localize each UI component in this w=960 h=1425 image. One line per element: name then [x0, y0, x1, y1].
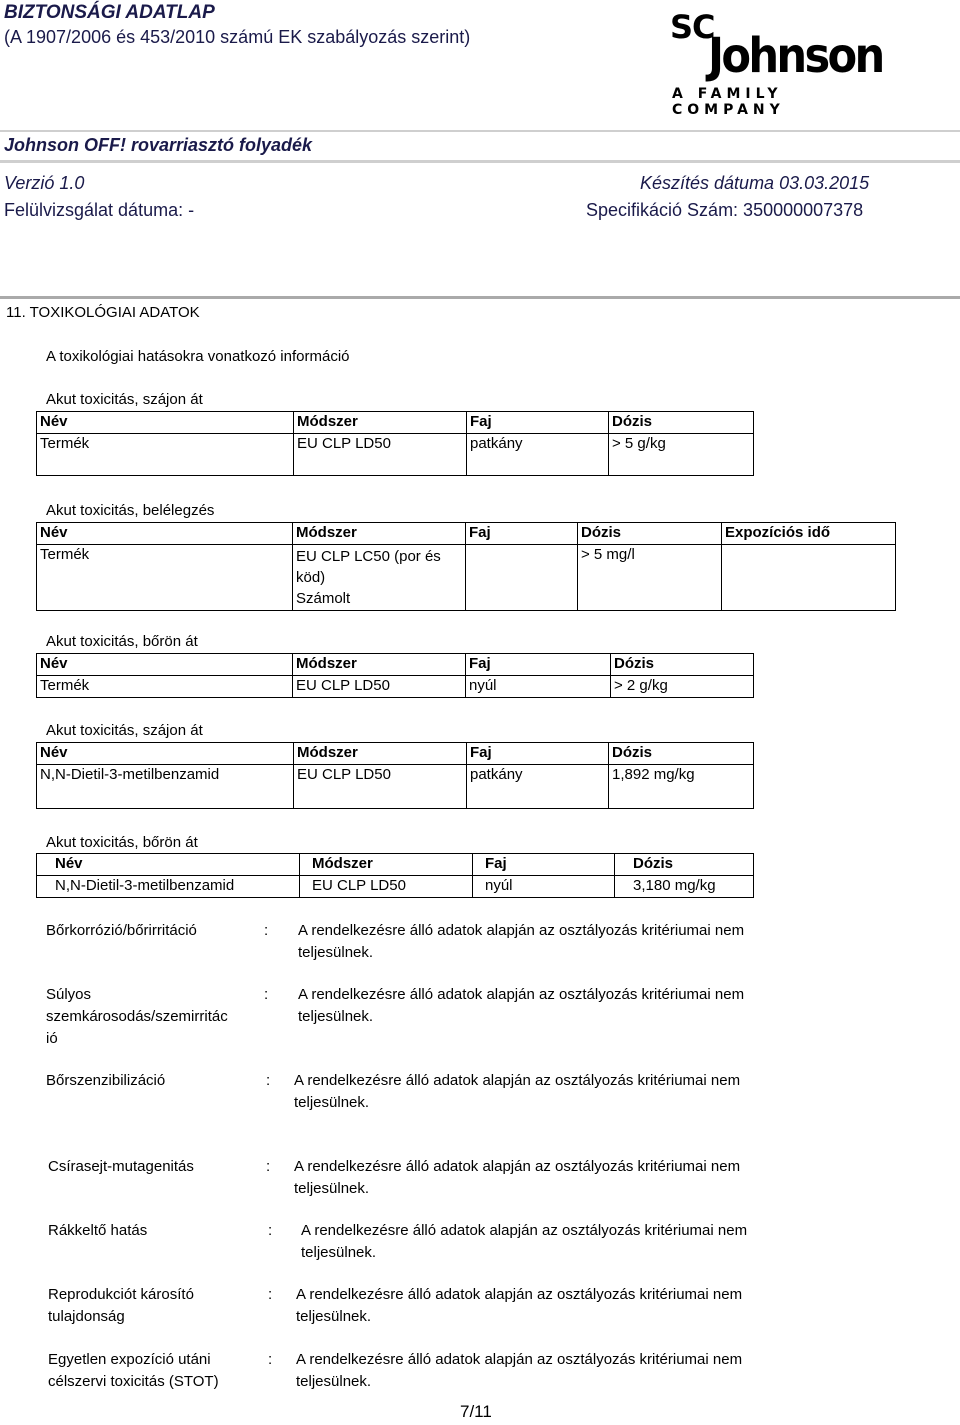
table-header: Név — [37, 523, 293, 545]
table-header: Név — [37, 654, 293, 676]
header-divider — [0, 130, 960, 132]
table-header: Faj — [467, 743, 609, 765]
table-header: Dózis — [578, 523, 722, 545]
property-colon: : — [264, 986, 269, 1003]
table-cell — [293, 545, 466, 611]
table-header: Faj — [467, 412, 609, 434]
property-value: A rendelkezésre álló adatok alapján az osztályozás kritériumai nem teljesülnek. — [296, 1351, 743, 1390]
table-cell: > 5 g/kg — [609, 434, 754, 476]
table-header: Név — [37, 854, 300, 876]
property-value: A rendelkezésre álló adatok alapján az osztályozás kritériumai nem teljesülnek. — [298, 986, 745, 1025]
creation-date: Készítés dátuma 03.03.2015 — [640, 173, 870, 193]
table-header: Módszer — [293, 523, 466, 545]
document-title: BIZTONSÁGI ADATLAP — [4, 2, 215, 23]
sc-johnson-logo: SC Johnson A FAMILY COMPANY — [670, 8, 883, 118]
property-value: A rendelkezésre álló adatok alapján az osztályozás kritériumai nem teljesülnek. — [296, 1286, 743, 1325]
page-number: 7/11 — [460, 1402, 492, 1421]
table-row — [37, 545, 896, 611]
version: Verzió 1.0 — [4, 173, 85, 193]
table-header: Faj — [466, 654, 611, 676]
property-label: Bőrkorrózió/bőrirritáció — [46, 922, 197, 939]
table-cell: Termék — [37, 545, 293, 611]
toxicity-table — [36, 853, 754, 898]
table-header: Módszer — [300, 854, 473, 876]
property-label: Súlyos szemkárosodás/szemirritác ió — [46, 986, 228, 1047]
property-label: Reprodukciót károsító tulajdonság — [48, 1286, 194, 1325]
table-header: Dózis — [615, 854, 754, 876]
toxicity-table — [36, 653, 754, 698]
table-cell: Termék — [37, 676, 293, 698]
section-title: 11. TOXIKOLÓGIAI ADATOK — [6, 304, 200, 321]
table-cell: EU CLP LD50 — [300, 876, 473, 898]
review-date: Felülvizsgálat dátuma: - — [4, 200, 195, 220]
table-title: Akut toxicitás, belélegzés — [46, 502, 215, 519]
table-cell: EU CLP LD50 — [293, 676, 466, 698]
table-header: Dózis — [609, 743, 754, 765]
table-cell: 1,892 mg/kg — [609, 765, 754, 809]
table-cell: N,N-Dietil-3-metilbenzamid — [37, 765, 294, 809]
table-row — [37, 876, 754, 898]
table-row — [37, 434, 754, 476]
table-header: Név — [37, 412, 294, 434]
property-value: A rendelkezésre álló adatok alapján az osztályozás kritériumai nem teljesülnek. — [294, 1158, 741, 1197]
table-cell: EU CLP LD50 — [294, 765, 467, 809]
table-title: Akut toxicitás, bőrön át — [46, 633, 198, 650]
property-colon: : — [268, 1222, 273, 1239]
property-colon: : — [266, 1158, 271, 1175]
method-line: Számolt — [296, 590, 351, 607]
table-header: Expozíciós idő — [722, 523, 896, 545]
header-divider — [0, 160, 960, 163]
property-label: Bőrszenzibilizáció — [46, 1072, 166, 1089]
table-header: Módszer — [293, 654, 466, 676]
property-label: Csírasejt-mutagenitás — [48, 1158, 194, 1175]
table-cell: N,N-Dietil-3-metilbenzamid — [37, 876, 300, 898]
table-cell: > 5 mg/l — [578, 545, 722, 611]
table-title: Akut toxicitás, bőrön át — [46, 834, 198, 851]
toxicity-table — [36, 522, 896, 611]
section-intro: A toxikológiai hatásokra vonatkozó információ — [46, 348, 350, 365]
table-header: Módszer — [294, 743, 467, 765]
table-header: Faj — [473, 854, 615, 876]
table-header: Faj — [466, 523, 578, 545]
product-name: Johnson OFF! rovarriasztó folyadék — [4, 135, 313, 155]
property-label: Egyetlen expozíció utáni célszervi toxicitás (STOT) — [48, 1351, 219, 1390]
table-row — [37, 676, 754, 698]
table-cell: > 2 g/kg — [611, 676, 754, 698]
table-title: Akut toxicitás, szájon át — [46, 722, 203, 739]
table-cell: patkány — [467, 765, 609, 809]
section-divider — [0, 296, 960, 299]
property-value: A rendelkezésre álló adatok alapján az osztályozás kritériumai nem teljesülnek. — [298, 922, 745, 961]
property-colon: : — [268, 1351, 273, 1368]
table-cell — [722, 545, 896, 611]
table-header: Dózis — [611, 654, 754, 676]
table-cell: Termék — [37, 434, 294, 476]
table-header: Név — [37, 743, 294, 765]
toxicity-table — [36, 411, 754, 476]
table-cell: nyúl — [466, 676, 611, 698]
property-value: A rendelkezésre álló adatok alapján az osztályozás kritériumai nem teljesülnek. — [301, 1222, 748, 1261]
table-header: Módszer — [294, 412, 467, 434]
toxicity-table — [36, 742, 754, 809]
property-colon: : — [266, 1072, 271, 1089]
table-cell: 3,180 mg/kg — [615, 876, 754, 898]
table-cell: patkány — [467, 434, 609, 476]
table-cell: EU CLP LD50 — [294, 434, 467, 476]
property-label: Rákkeltő hatás — [48, 1222, 148, 1239]
method-line: köd) — [296, 569, 326, 586]
spec-number: Specifikáció Szám: 350000007378 — [586, 200, 864, 220]
table-row — [37, 765, 754, 809]
method-line: EU CLP LC50 (por és — [296, 548, 441, 565]
regulation-subtitle: (A 1907/2006 és 453/2010 számú EK szabályozás szerint) — [4, 27, 471, 47]
table-header: Dózis — [609, 412, 754, 434]
table-title: Akut toxicitás, szájon át — [46, 391, 203, 408]
property-colon: : — [268, 1286, 273, 1303]
table-cell: nyúl — [473, 876, 615, 898]
property-colon: : — [264, 922, 269, 939]
table-cell — [466, 545, 578, 611]
property-value: A rendelkezésre álló adatok alapján az osztályozás kritériumai nem teljesülnek. — [294, 1072, 741, 1111]
